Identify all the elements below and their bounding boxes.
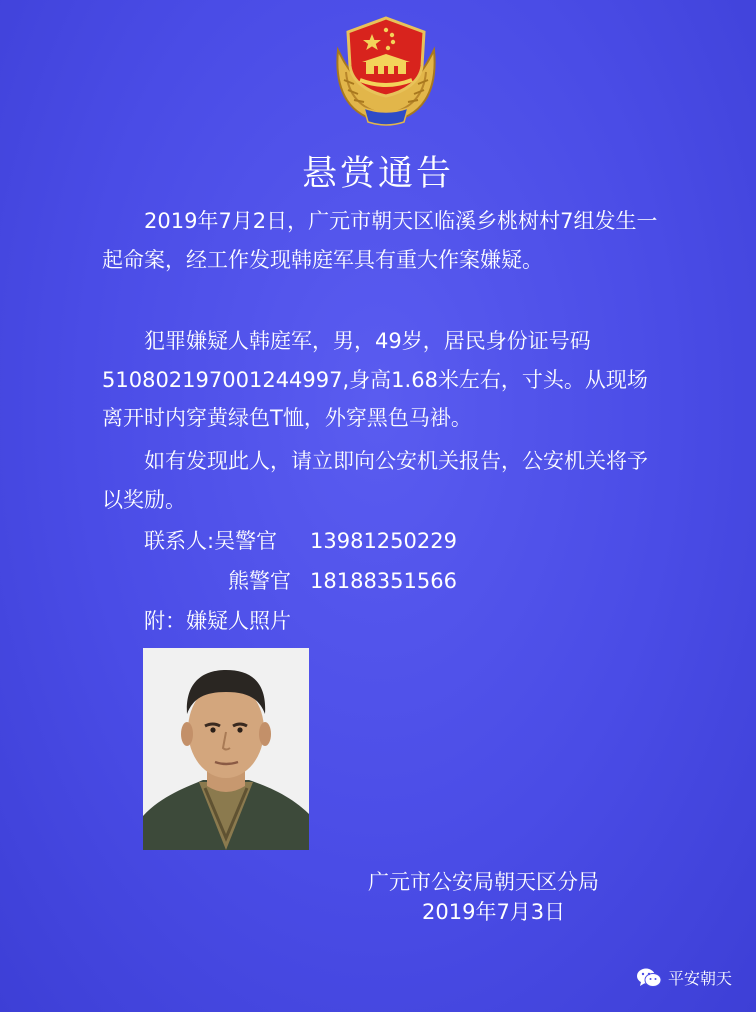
contact-phone: 13981250229 — [310, 529, 457, 553]
contact-phone: 18188351566 — [310, 569, 457, 593]
issue-date: 2019年7月3日 — [422, 900, 566, 924]
case-paragraph — [102, 202, 662, 279]
reward-paragraph — [102, 442, 662, 519]
case-text: 2019年7月2日，广元市朝天区临溪乡桃树村7组发生一起命案，经工作发现韩庭军具有重大作案嫌疑。 — [102, 209, 658, 272]
contact-name: 熊警官 — [228, 569, 291, 593]
suspect-photo — [143, 648, 309, 850]
suspect-text: 犯罪嫌疑人韩庭军，男，49岁，居民身份证号码510802197001244997,身高1.68米左右，寸头。从现场离开时内穿黄绿色T恤，外穿黑色马褂。 — [102, 329, 648, 430]
notice-title: 悬赏通告 — [301, 154, 454, 194]
police-emblem-icon — [330, 10, 442, 130]
brand-watermark — [636, 966, 732, 989]
photo-attachment-label: 附：嫌疑人照片 — [144, 609, 291, 633]
contact-label: 联系人: — [144, 529, 215, 553]
contact-line-1 — [144, 526, 277, 556]
brand-name: 平安朝天 — [667, 969, 732, 988]
contact-name: 吴警官 — [214, 529, 278, 553]
suspect-paragraph — [102, 322, 662, 438]
wechat-icon — [636, 967, 662, 989]
issuer-name: 广元市公安局朝天区分局 — [368, 870, 599, 894]
reward-text: 如有发现此人，请立即向公安机关报告，公安机关将予以奖励。 — [102, 449, 648, 512]
